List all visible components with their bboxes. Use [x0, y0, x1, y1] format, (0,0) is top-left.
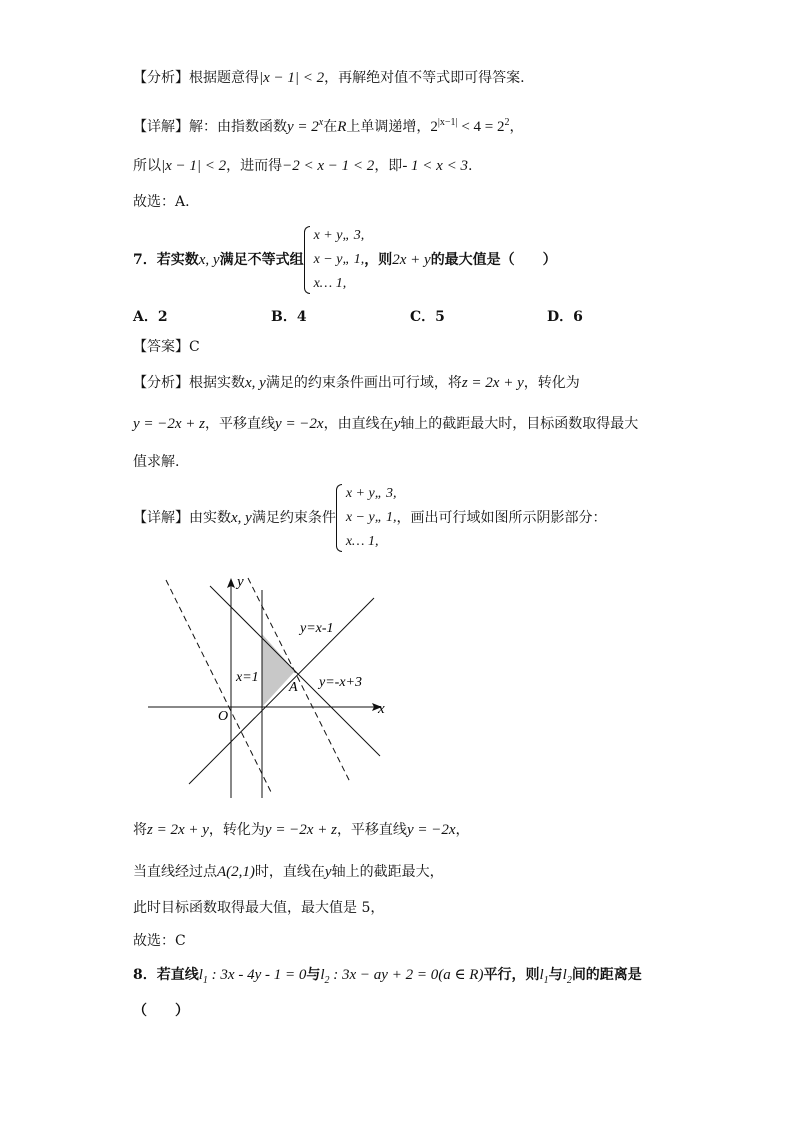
- option-c[interactable]: [410, 306, 445, 326]
- math-R: R: [337, 119, 347, 135]
- q7-point-line: [133, 862, 444, 882]
- detail-tag: 【详解】: [133, 510, 189, 526]
- system-row: x − y„ 1,: [313, 252, 365, 267]
- text: ，平移直线: [205, 416, 276, 432]
- q6-so-line: [133, 156, 472, 176]
- text: 满足约束条件: [251, 510, 336, 526]
- analysis-tag: 【分析】: [133, 375, 189, 391]
- text: ，即: [374, 158, 403, 174]
- sub: 1: [202, 975, 208, 986]
- option-value: 5: [435, 309, 445, 325]
- eq: : 3x - 4y - 1 = 0: [207, 967, 307, 983]
- line3-label: x=1: [236, 670, 259, 685]
- text: ，平移直线: [336, 822, 407, 838]
- math-objective: 2x + y: [392, 252, 431, 268]
- text: 的最大值是（ ）: [430, 252, 557, 268]
- math-ineq: [430, 119, 509, 135]
- option-letter: B．: [271, 309, 297, 325]
- math-l2: [320, 967, 484, 986]
- q7-analysis-line3: 值求解.: [133, 454, 180, 470]
- math-l1: [198, 967, 307, 986]
- l: l: [539, 967, 544, 983]
- q7-analysis-line2: [133, 414, 638, 434]
- q6-choice: 故选：A.: [133, 194, 190, 210]
- analysis-tag: 【分析】: [133, 70, 189, 86]
- math: |x − 1| < 2: [161, 158, 227, 174]
- line-y-equals-x-minus-1: [189, 598, 374, 784]
- text: 轴上的截距最大时，目标函数取得最大: [400, 416, 639, 432]
- text: ，再解绝对值不等式即可得答案.: [324, 70, 525, 86]
- text: 当直线经过点: [133, 864, 217, 880]
- y-axis-label: y: [237, 574, 244, 590]
- option-d[interactable]: [547, 306, 583, 326]
- q7-choice: 故选：C: [133, 933, 186, 949]
- origin-label: O: [218, 709, 229, 724]
- option-value: 6: [573, 309, 583, 325]
- q8-stem: [133, 965, 642, 991]
- inequality-system: [304, 224, 365, 296]
- math: z = 2x + y: [461, 375, 524, 391]
- text: 所以: [133, 158, 161, 174]
- q7-stem: [133, 224, 557, 296]
- point-a-label: A: [289, 680, 298, 695]
- math-vars: x, y: [245, 375, 266, 391]
- text: 与: [306, 967, 321, 983]
- ineq-rest: < 4 = 2: [457, 119, 505, 135]
- math: y = −2x: [275, 416, 324, 432]
- l: l: [320, 967, 325, 983]
- option-value: 2: [157, 309, 168, 325]
- math-l1b: [539, 967, 549, 986]
- text: 平行，则: [483, 967, 540, 983]
- math-inequality: |x − 1| < 2: [259, 70, 325, 86]
- q7-max-line: 此时目标函数取得最大值，最大值是 5，: [133, 900, 385, 916]
- option-b[interactable]: [271, 306, 307, 326]
- text: 由实数: [189, 510, 231, 526]
- text: 8．若直线: [133, 967, 199, 983]
- l: l: [562, 967, 567, 983]
- text: 满足的约束条件画出可行域，将: [265, 375, 462, 391]
- text: 与: [548, 967, 563, 983]
- system-row: x − y„ 1,: [345, 510, 397, 525]
- line1-label: y=x-1: [300, 621, 334, 636]
- sub: 2: [566, 975, 572, 986]
- ineq-base: 2: [430, 119, 438, 135]
- system-row: x + y„ 3,: [313, 228, 365, 243]
- math: y = −2x: [406, 822, 456, 838]
- math-l2b: [562, 967, 572, 986]
- text: 间的距离是: [571, 967, 642, 983]
- q6-analysis-line: [133, 68, 525, 88]
- text: 解：由指数函数: [189, 119, 287, 135]
- math: y: [393, 416, 401, 432]
- answer-tag: 【答案】: [133, 339, 189, 355]
- math: z = 2x + y: [147, 822, 209, 838]
- answer-value: C: [189, 339, 200, 355]
- x-axis-label: x: [378, 701, 385, 717]
- feasible-region: [262, 634, 295, 707]
- math: −2 < x − 1 < 2: [282, 158, 375, 174]
- text: ，则: [364, 252, 393, 268]
- text: 上单调递增，: [346, 119, 431, 135]
- option-letter: A．: [133, 309, 158, 325]
- math: y = −2x + z: [133, 416, 206, 432]
- math-exp-fn: [287, 119, 323, 135]
- ineq-exp: |x−1|: [437, 117, 458, 128]
- sub: 1: [543, 975, 549, 986]
- text: ，: [455, 822, 470, 838]
- math-vars: x, y: [198, 252, 220, 268]
- text: 在: [323, 119, 338, 135]
- text: 根据题意得: [189, 70, 259, 86]
- q6-detail-line: [133, 113, 523, 137]
- text: 满足不等式组: [219, 252, 304, 268]
- math: - 1 < x < 3: [402, 158, 468, 174]
- system-row: x… 1,: [345, 534, 379, 549]
- text: ，: [509, 119, 524, 135]
- option-letter: D．: [547, 309, 574, 325]
- system-row: x + y„ 3,: [345, 486, 397, 501]
- fn-exp: x: [318, 117, 324, 128]
- detail-tag: 【详解】: [133, 119, 189, 135]
- q8-paren: （ ）: [133, 1003, 189, 1019]
- q7-answer: [133, 337, 200, 357]
- inequality-system: [336, 482, 397, 554]
- text: 根据实数: [189, 375, 245, 391]
- line2-label: y=-x+3: [319, 675, 362, 690]
- eq: : 3x − ay + 2 = 0(a ∈ R): [329, 967, 484, 983]
- feasible-region-graph: [140, 570, 390, 805]
- text: ，转化为: [208, 822, 265, 838]
- option-value: 4: [296, 309, 307, 325]
- text: ，由直线在: [323, 416, 394, 432]
- math: y = −2x + z: [264, 822, 337, 838]
- text: 时，直线在: [254, 864, 325, 880]
- text: 将: [133, 822, 147, 838]
- l: l: [198, 967, 203, 983]
- q7-after-graph-line: [133, 820, 470, 840]
- text: ，进而得: [226, 158, 283, 174]
- ineq-exp2: 2: [504, 117, 510, 128]
- q7-analysis-line1: [133, 373, 580, 393]
- math: y: [324, 864, 332, 880]
- text: 7．若实数: [133, 252, 199, 268]
- text: ，转化为: [523, 375, 580, 391]
- text: 轴上的截距最大，: [331, 864, 444, 880]
- sub: 2: [324, 975, 330, 986]
- dashed-line-y-equals-neg-2x: [166, 580, 271, 792]
- option-letter: C．: [410, 309, 436, 325]
- fn-base: y = 2: [287, 119, 319, 135]
- math-vars: x, y: [231, 510, 252, 526]
- text: ，画出可行域如图所示阴影部分：: [396, 510, 607, 526]
- math-point: A(2,1): [217, 864, 255, 880]
- q7-detail-line: [133, 481, 607, 555]
- text: .: [467, 158, 473, 174]
- system-row: x… 1,: [313, 276, 347, 291]
- option-a[interactable]: [133, 306, 168, 326]
